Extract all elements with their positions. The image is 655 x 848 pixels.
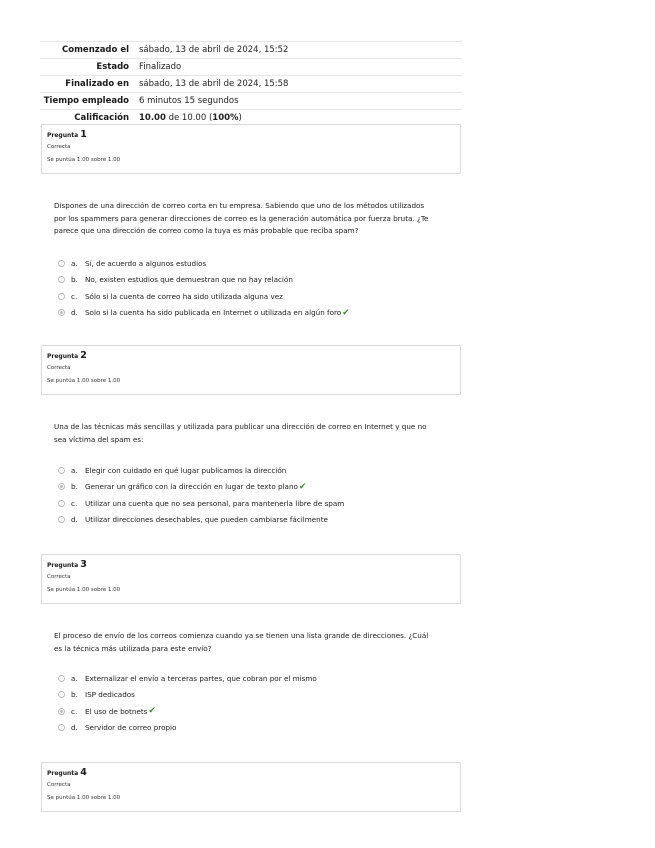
question-text-line: Dispones de una dirección de correo corta en tu empresa. Sabiendo que uno de los métodos utilizados	[54, 201, 425, 210]
question-text-line: Una de las técnicas más sencillas y utilizada para publicar una dirección de correo en Internet y que no	[54, 422, 427, 431]
question-text-line: El proceso de envío de los correos comienza cuando ya se tienen una lista grande de direcciones. ¿Cuál	[54, 631, 429, 640]
summary-value: sábado, 13 de abril de 2024, 15:52	[139, 45, 289, 55]
answer-option-selected	[58, 703, 458, 720]
question-label: Pregunta	[47, 770, 79, 777]
answer-radio-selected[interactable]	[58, 309, 65, 316]
answer-radio[interactable]	[58, 276, 65, 283]
answer-option	[58, 495, 458, 512]
question-text	[54, 630, 454, 655]
question-number	[47, 350, 455, 362]
answer-text: Solo si la cuenta ha sido publicada en Internet o utilizada en algún foro	[85, 308, 342, 318]
answer-letter: b.	[71, 275, 78, 285]
answer-letter: c.	[71, 706, 78, 716]
question-info-box	[41, 762, 461, 812]
question-text	[54, 421, 454, 446]
answer-list	[58, 462, 458, 528]
question-info-box	[41, 554, 461, 604]
answer-text: Servidor de correo propio	[85, 723, 177, 733]
answer-radio[interactable]	[58, 724, 65, 731]
answer-option	[58, 687, 458, 704]
question-grade: Se puntúa 1.00 sobre 1.00	[47, 587, 121, 593]
question-number-value: 3	[80, 559, 87, 570]
answer-radio[interactable]	[58, 516, 65, 523]
answer-option	[58, 720, 458, 737]
question-grade: Se puntúa 1.00 sobre 1.00	[47, 795, 121, 801]
answer-option	[58, 288, 458, 305]
check-icon: ✔	[298, 481, 307, 492]
question-state: Correcta	[47, 365, 71, 371]
summary-value: sábado, 13 de abril de 2024, 15:58	[139, 79, 289, 89]
question-text	[54, 200, 454, 238]
question-number-value: 4	[80, 767, 87, 778]
check-icon: ✔	[148, 706, 156, 717]
summary-label: Estado	[96, 62, 129, 72]
answer-letter: a.	[71, 258, 78, 268]
question-label: Pregunta	[47, 353, 79, 360]
summary-row-started	[40, 41, 462, 58]
summary-value: 6 minutos 15 segundos	[139, 96, 239, 106]
question-grade: Se puntúa 1.00 sobre 1.00	[47, 157, 121, 163]
grade-out-of: de 10.00 (	[165, 113, 213, 123]
answer-option	[58, 255, 458, 272]
answer-letter: b.	[71, 482, 78, 492]
summary-label: Tiempo empleado	[43, 96, 129, 106]
grade-close: )	[238, 113, 242, 123]
answer-text: Elegir con cuidado en qué lugar publicamos la dirección	[85, 465, 287, 475]
answer-text: Sólo si la cuenta de correo ha sido utilizada alguna vez	[85, 291, 283, 301]
answer-letter: a.	[71, 465, 78, 475]
question-label: Pregunta	[47, 132, 79, 139]
answer-radio-selected[interactable]	[58, 483, 65, 490]
question-text-line: es la técnica más utilizada para este envío?	[54, 643, 212, 653]
question-state: Correcta	[47, 782, 71, 788]
answer-text: El uso de botnets	[85, 706, 148, 716]
answer-radio[interactable]	[58, 691, 65, 698]
summary-row-time-taken	[40, 92, 462, 109]
answer-text: ISP dedicados	[85, 690, 135, 700]
answer-radio[interactable]	[58, 675, 65, 682]
answer-text: Sí, de acuerdo a algunos estudios	[85, 258, 207, 268]
answer-letter: b.	[71, 690, 78, 700]
summary-label: Finalizado en	[65, 79, 129, 89]
answer-letter: d.	[71, 723, 78, 733]
question-number-value: 1	[80, 129, 87, 140]
question-text-line: parece que una dirección de correo como la tuya es más probable que reciba spam?	[54, 226, 359, 235]
answer-letter: c.	[71, 498, 78, 508]
answer-option	[58, 670, 458, 687]
answer-letter: d.	[71, 515, 78, 525]
answer-radio[interactable]	[58, 293, 65, 300]
question-number	[47, 767, 455, 779]
question-number	[47, 559, 455, 571]
check-icon: ✔	[342, 307, 350, 318]
summary-row-finished	[40, 75, 462, 92]
answer-text: No, existen estudios que demuestran que no hay relación	[85, 275, 293, 285]
summary-value	[135, 113, 242, 123]
grade-score: 10.00	[139, 113, 166, 123]
question-info-box	[41, 124, 461, 174]
question-state: Correcta	[47, 144, 71, 150]
grade-percent: 100%	[212, 113, 239, 123]
answer-option-selected	[58, 305, 458, 322]
answer-text: Externalizar el envío a terceras partes, que cobran por el mismo	[85, 673, 317, 683]
answer-text: Utilizar una cuenta que no sea personal, para mantenerla libre de spam	[85, 498, 345, 508]
answer-radio[interactable]	[58, 260, 65, 267]
answer-option	[58, 512, 458, 529]
attempt-summary-table	[40, 41, 462, 127]
answer-option	[58, 462, 458, 479]
answer-list	[58, 670, 458, 736]
question-text-line: por los spammers para generar direcciones de correo es la generación automática por fuerza bruta. ¿Te	[54, 213, 429, 223]
summary-label: Comenzado el	[62, 45, 129, 55]
answer-radio[interactable]	[58, 467, 65, 474]
summary-value: Finalizado	[139, 62, 182, 72]
question-number	[47, 129, 455, 141]
summary-row-state	[40, 58, 462, 75]
question-info-box	[41, 345, 461, 395]
question-label: Pregunta	[47, 562, 79, 569]
answer-text: Utilizar direcciones desechables, que pueden cambiarse fácilmente	[85, 515, 328, 525]
question-text-line: sea víctima del spam es:	[54, 434, 144, 444]
answer-letter: a.	[71, 673, 78, 683]
question-grade: Se puntúa 1.00 sobre 1.00	[47, 378, 121, 384]
summary-label: Calificación	[74, 113, 129, 123]
answer-text: Generar un gráfico con la dirección en lugar de texto plano	[85, 482, 298, 492]
answer-radio-selected[interactable]	[58, 708, 65, 715]
answer-letter: d.	[71, 308, 78, 318]
question-number-value: 2	[80, 350, 87, 361]
answer-option-selected	[58, 479, 458, 496]
answer-option	[58, 272, 458, 289]
answer-letter: c.	[71, 291, 78, 301]
question-state: Correcta	[47, 574, 71, 580]
answer-list	[58, 255, 458, 321]
answer-radio[interactable]	[58, 500, 65, 507]
